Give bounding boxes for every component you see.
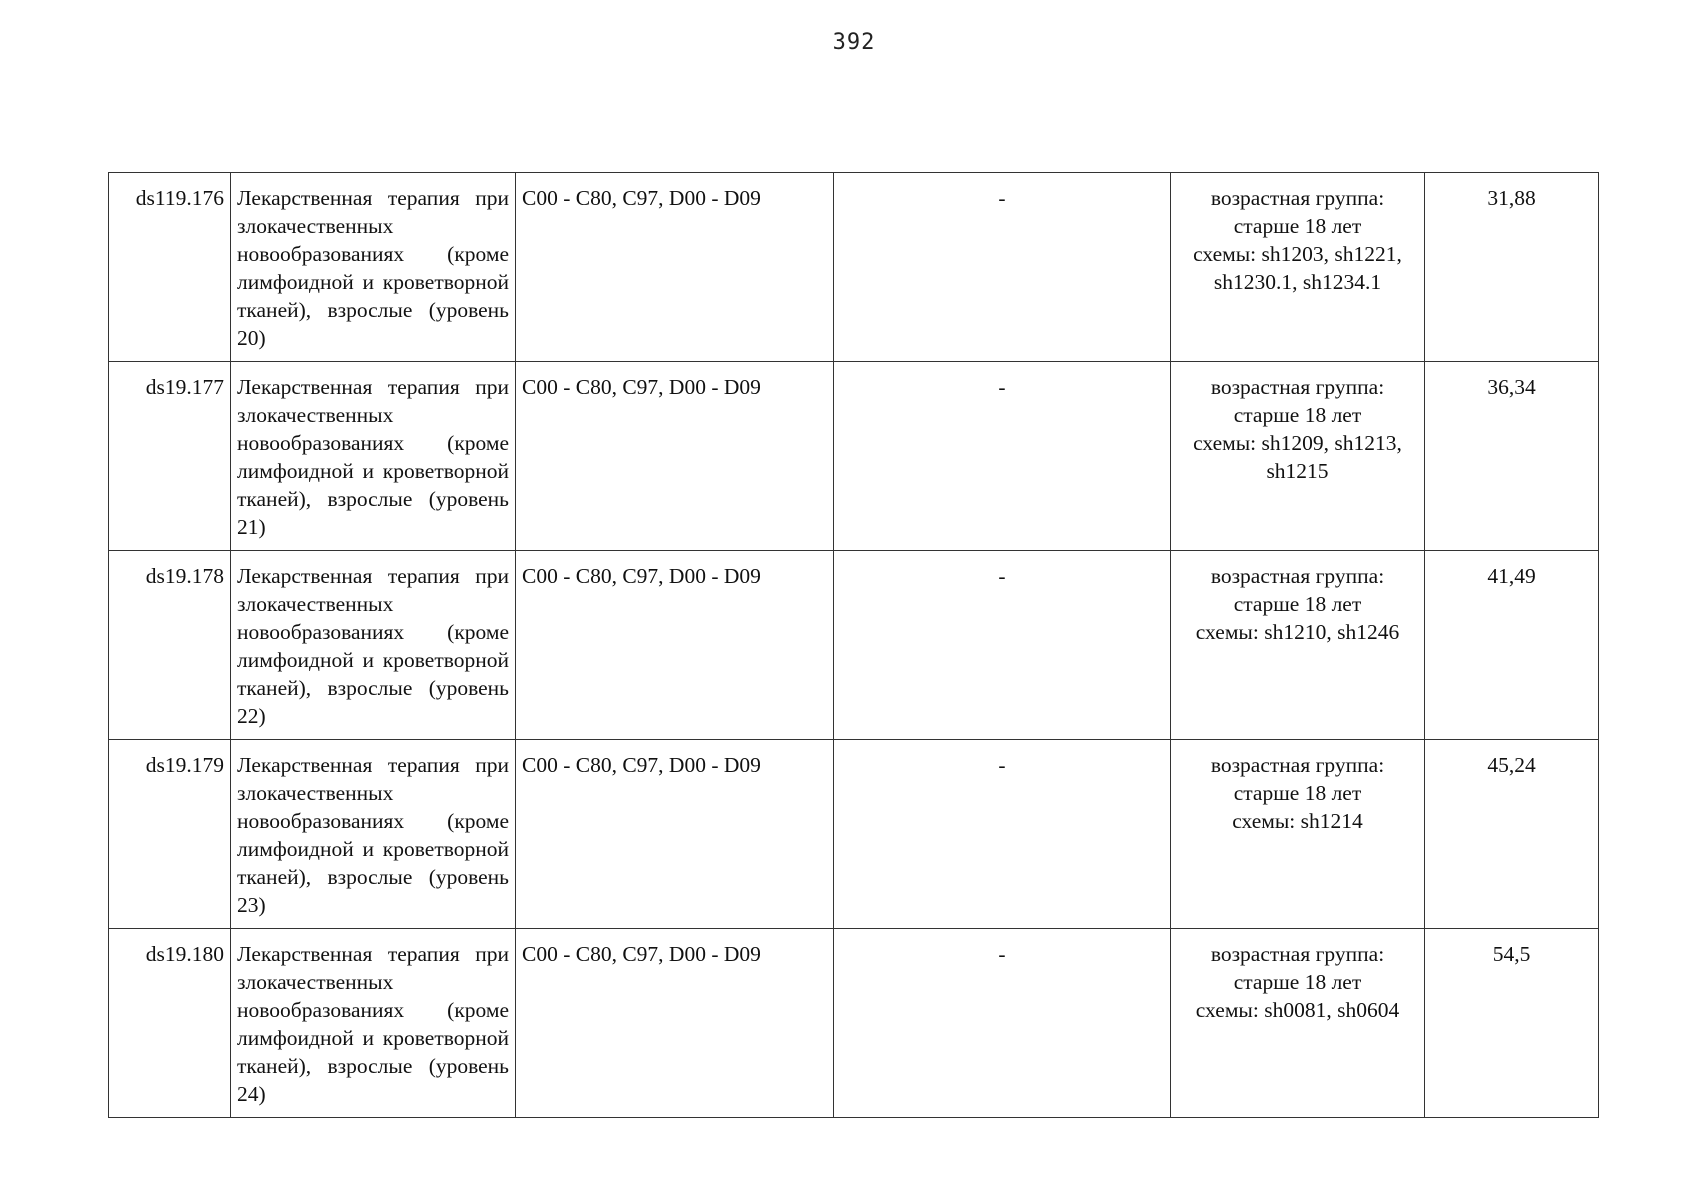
row-name: Лекарственная терапия при злокачественных новообразованиях (кроме лимфоидной и кроветворной тканей), взрослые (уровень 22): [231, 551, 516, 740]
row-diagnoses: C00 - C80, C97, D00 - D09: [516, 362, 834, 551]
row-criteria: [1171, 362, 1425, 551]
row-extra: -: [834, 173, 1171, 362]
age-group-label: возрастная группа:: [1210, 753, 1385, 777]
tariff-table: [108, 172, 1599, 1118]
page-number: 392: [832, 30, 876, 55]
age-group-value: старше 18 лет: [1233, 781, 1362, 805]
row-extra: -: [834, 740, 1171, 929]
row-criteria: [1171, 551, 1425, 740]
row-code: ds119.176: [109, 173, 231, 362]
row-extra: -: [834, 551, 1171, 740]
row-diagnoses: C00 - C80, C97, D00 - D09: [516, 173, 834, 362]
row-diagnoses: C00 - C80, C97, D00 - D09: [516, 551, 834, 740]
age-group-label: возрастная группа:: [1210, 375, 1385, 399]
age-group-value: старше 18 лет: [1233, 403, 1362, 427]
row-criteria: [1171, 740, 1425, 929]
row-code: ds19.180: [109, 929, 231, 1118]
schemes: схемы: sh1214: [1232, 809, 1363, 833]
age-group-value: старше 18 лет: [1233, 970, 1362, 994]
table-row: [109, 929, 1599, 1118]
row-code: ds19.177: [109, 362, 231, 551]
row-extra: -: [834, 362, 1171, 551]
row-coefficient: 31,88: [1425, 173, 1599, 362]
row-diagnoses: C00 - C80, C97, D00 - D09: [516, 740, 834, 929]
row-criteria: [1171, 929, 1425, 1118]
schemes: схемы: sh1203, sh1221, sh1230.1, sh1234.1: [1193, 242, 1402, 294]
age-group-value: старше 18 лет: [1233, 592, 1362, 616]
row-name: Лекарственная терапия при злокачественных новообразованиях (кроме лимфоидной и кроветворной тканей), взрослые (уровень 20): [231, 173, 516, 362]
row-diagnoses: C00 - C80, C97, D00 - D09: [516, 929, 834, 1118]
table-row: [109, 173, 1599, 362]
row-extra: -: [834, 929, 1171, 1118]
table-row: [109, 740, 1599, 929]
row-coefficient: 36,34: [1425, 362, 1599, 551]
schemes: схемы: sh0081, sh0604: [1195, 998, 1400, 1022]
row-coefficient: 54,5: [1425, 929, 1599, 1118]
row-name: Лекарственная терапия при злокачественных новообразованиях (кроме лимфоидной и кроветворной тканей), взрослые (уровень 21): [231, 362, 516, 551]
age-group-value: старше 18 лет: [1233, 214, 1362, 238]
row-name: Лекарственная терапия при злокачественных новообразованиях (кроме лимфоидной и кроветворной тканей), взрослые (уровень 24): [231, 929, 516, 1118]
age-group-label: возрастная группа:: [1210, 942, 1385, 966]
row-coefficient: 41,49: [1425, 551, 1599, 740]
schemes: схемы: sh1209, sh1213, sh1215: [1193, 431, 1402, 483]
row-code: ds19.179: [109, 740, 231, 929]
table-row: [109, 362, 1599, 551]
row-name: Лекарственная терапия при злокачественных новообразованиях (кроме лимфоидной и кроветворной тканей), взрослые (уровень 23): [231, 740, 516, 929]
age-group-label: возрастная группа:: [1210, 186, 1385, 210]
row-code: ds19.178: [109, 551, 231, 740]
schemes: схемы: sh1210, sh1246: [1195, 620, 1400, 644]
table-row: [109, 551, 1599, 740]
row-coefficient: 45,24: [1425, 740, 1599, 929]
age-group-label: возрастная группа:: [1210, 564, 1385, 588]
row-criteria: [1171, 173, 1425, 362]
